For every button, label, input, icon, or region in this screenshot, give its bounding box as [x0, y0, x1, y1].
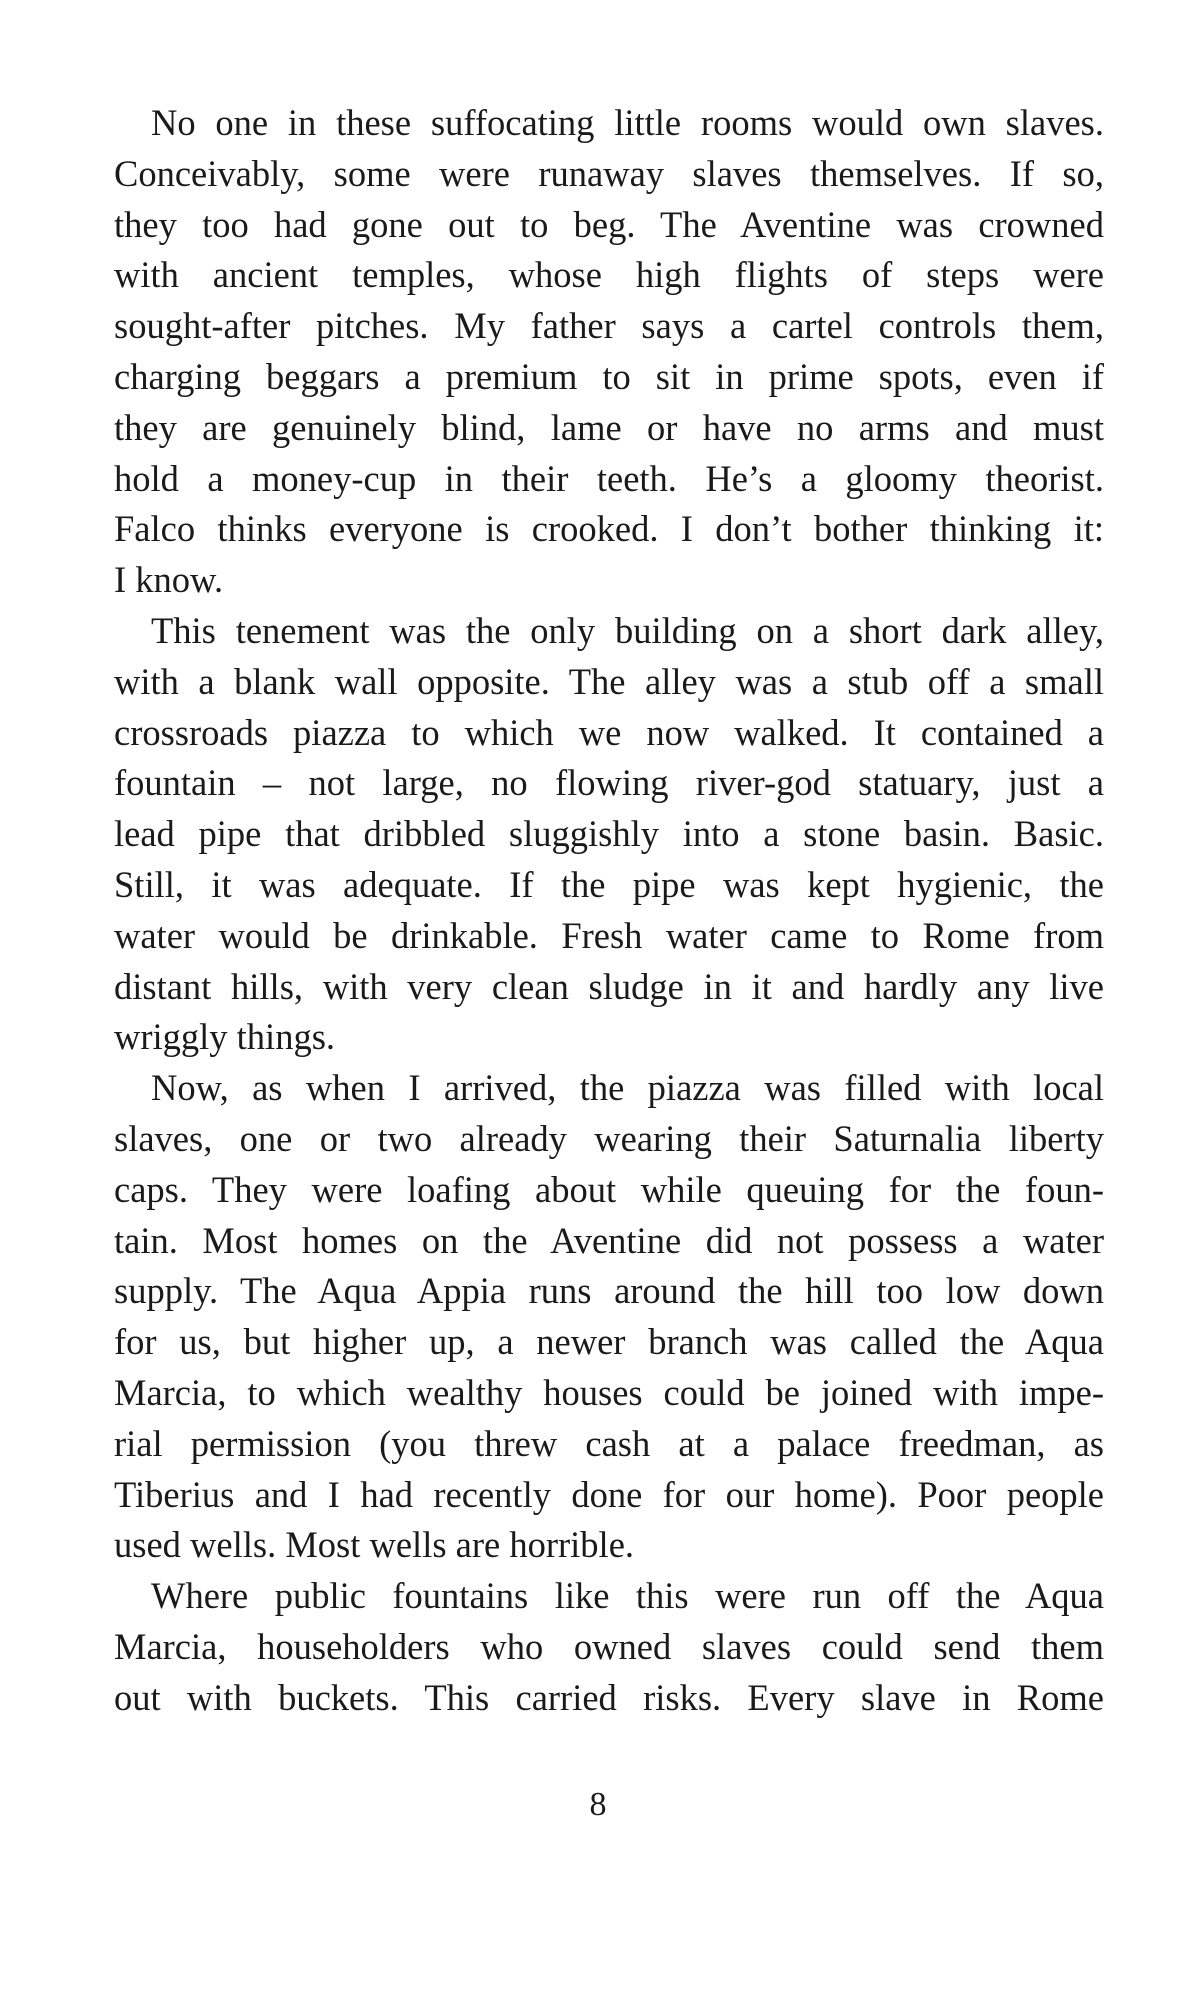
- paragraph-1: [114, 98, 1104, 606]
- paragraph-3: [114, 1063, 1104, 1571]
- text-line: water would be drinkable. Fresh water came to Rome from: [114, 914, 1104, 956]
- text-line: lead pipe that dribbled sluggishly into a stone basin. Basic.: [114, 813, 1104, 855]
- page-number: 8: [589, 1786, 607, 1823]
- text-line: Conceivably, some were runaway slaves themselves. If so,: [114, 152, 1104, 194]
- text-line: wriggly things.: [114, 1016, 336, 1058]
- text-line: Where public fountains like this were run off the Aqua: [151, 1575, 1104, 1617]
- text-line: rial permission (you threw cash at a palace freedman, as: [114, 1422, 1104, 1464]
- text-line: Marcia, householders who owned slaves could send them: [114, 1625, 1104, 1667]
- text-line: sought-after pitches. My father says a cartel controls them,: [114, 305, 1104, 347]
- text-line: hold a money-cup in their teeth. He’s a gloomy theorist.: [114, 457, 1104, 499]
- text-line: This tenement was the only building on a short dark alley,: [151, 609, 1104, 651]
- text-line: Tiberius and I had recently done for our home). Poor people: [114, 1473, 1104, 1515]
- text-line: Now, as when I arrived, the piazza was filled with local: [151, 1067, 1104, 1109]
- text-line: out with buckets. This carried risks. Every slave in Rome: [114, 1676, 1104, 1718]
- text-line: with a blank wall opposite. The alley was a stub off a small: [114, 660, 1104, 702]
- text-line: they too had gone out to beg. The Aventine was crowned: [114, 203, 1104, 245]
- text-line: slaves, one or two already wearing their Saturnalia liberty: [114, 1117, 1104, 1159]
- text-line: caps. They were loafing about while queuing for the foun-: [114, 1168, 1104, 1210]
- text-line: Falco thinks everyone is crooked. I don’t bother thinking it:: [114, 508, 1104, 550]
- text-line: crossroads piazza to which we now walked. It contained a: [114, 711, 1104, 753]
- text-line: used wells. Most wells are horrible.: [114, 1524, 635, 1566]
- paragraph-2: [114, 606, 1104, 1063]
- body-text: [114, 98, 1104, 1724]
- text-line: Still, it was adequate. If the pipe was kept hygienic, the: [114, 863, 1104, 905]
- text-line: No one in these suffocating little rooms would own slaves.: [151, 102, 1104, 143]
- text-line: they are genuinely blind, lame or have no arms and must: [114, 406, 1104, 448]
- paragraph-4: [114, 1571, 1104, 1723]
- text-line: Marcia, to which wealthy houses could be joined with impe-: [114, 1371, 1104, 1413]
- text-line: supply. The Aqua Appia runs around the hill too low down: [114, 1270, 1104, 1312]
- text-line: with ancient temples, whose high flights of steps were: [114, 254, 1104, 296]
- text-line: tain. Most homes on the Aventine did not possess a water: [114, 1219, 1104, 1261]
- text-line: I know.: [114, 559, 224, 601]
- text-line: charging beggars a premium to sit in prime spots, even if: [114, 355, 1104, 397]
- text-line: fountain – not large, no flowing river-god statuary, just a: [114, 762, 1104, 804]
- text-line: distant hills, with very clean sludge in it and hardly any live: [114, 965, 1104, 1007]
- text-line: for us, but higher up, a newer branch was called the Aqua: [114, 1321, 1104, 1363]
